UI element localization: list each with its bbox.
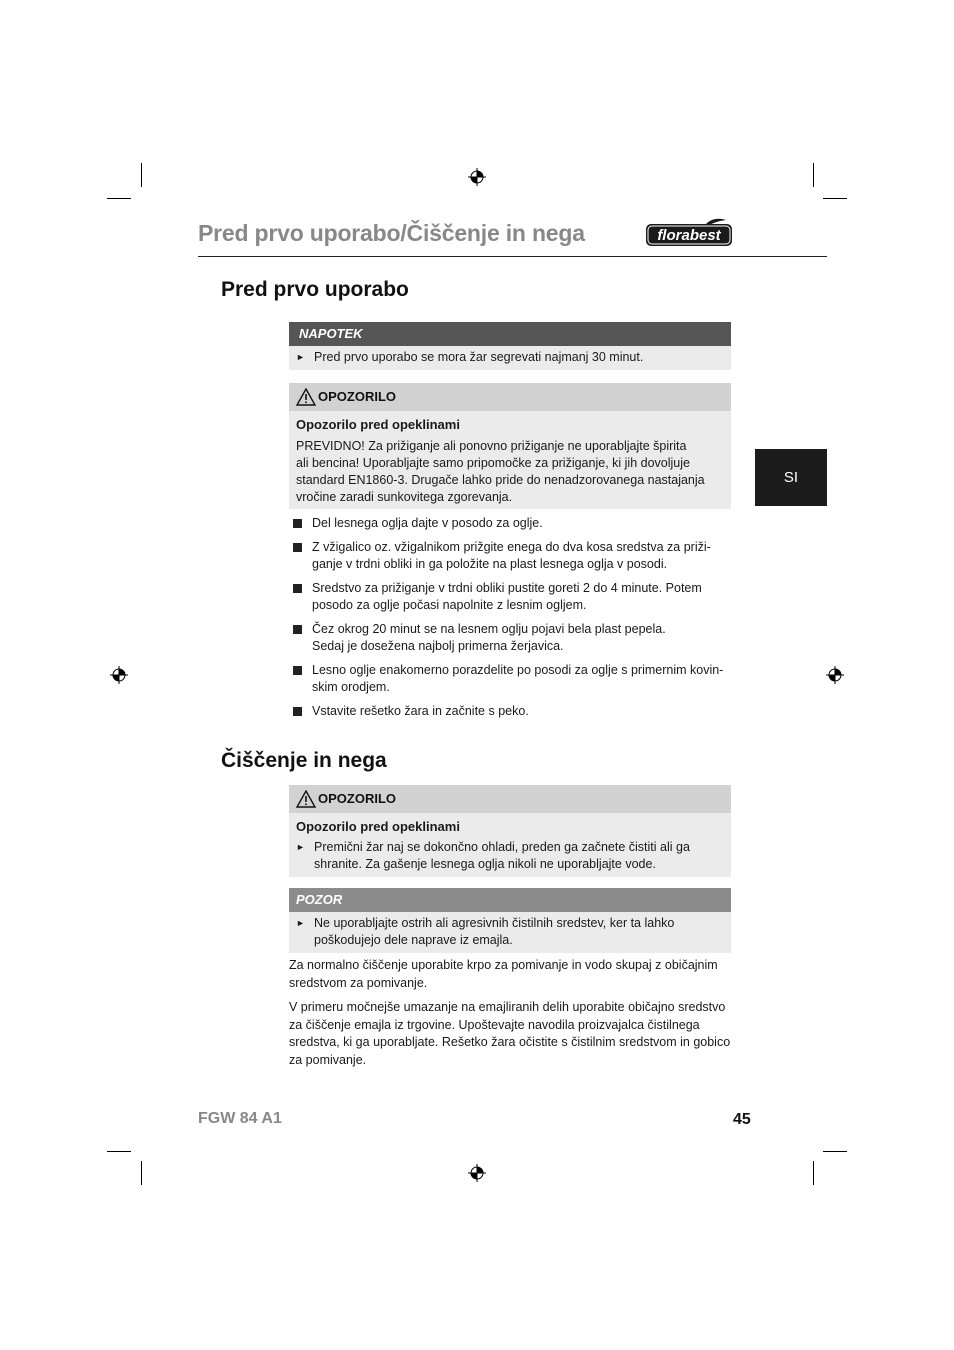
language-tab: SI [755,449,827,506]
text-line: poškodujejo dele naprave iz emajla. [314,933,513,947]
text-line: Del lesnega oglja dajte v posodo za oglje. [312,516,543,530]
list-item [293,580,733,614]
text-line: shranite. Za gašenje lesnega oglja nikoli ne uporabljajte vode. [314,857,656,871]
text-line: PREVIDNO! Za prižiganje ali ponovno prižiganje ne uporabljajte špirita [296,439,687,453]
text-line: Za normalno čiščenje uporabite krpo za pomivanje in vodo skupaj z običajnim [289,958,718,972]
square-bullet-icon [293,519,302,528]
text-line: V primeru močnejše umazanje na emajliranih delih uporabite običajno sredstvo [289,1000,726,1014]
text-line: Lesno oglje enakomerno porazdelite po posodi za oglje s primernim kovin- [312,663,724,677]
section-heading: Pred prvo uporabo [221,278,409,301]
warning-header [289,383,731,411]
note-box [289,322,731,370]
warning-subtitle: Opozorilo pred opeklinami [296,417,460,432]
model-number: FGW 84 A1 [198,1110,282,1127]
crop-mark [823,1151,847,1152]
arrow-right-icon: ► [296,842,305,852]
square-bullet-icon [293,543,302,552]
square-bullet-icon [293,625,302,634]
body-paragraph [289,957,731,992]
warning-label: OPOZORILO [318,791,396,806]
text-line: sredstvom za pomivanje. [289,975,428,990]
text-line: sredstva, ki ga uporabljate. Rešetko žara očistite s čistilnim sredstvom in gobico [289,1035,731,1049]
warning-box [289,383,731,509]
text-line: za pomivanje. [289,1052,367,1067]
crop-mark [107,198,131,199]
text-line: za čiščenje emajla iz trgovine. Upoštevajte navodila proizvajalca čistilnega [289,1017,700,1032]
crop-mark [813,163,814,187]
svg-text:florabest: florabest [657,227,721,244]
square-bullet-icon [293,707,302,716]
text-line: ganje v trdni obliki in ga položite na plast lesnega oglja v posodi. [312,557,668,571]
text-line: skim orodjem. [312,680,390,694]
steps-list [293,515,733,727]
text-line: Sredstvo za prižiganje v trdni obliki pustite goreti 2 do 4 minute. Potem [312,581,702,595]
warning-item [289,834,731,873]
warning-icon [296,388,316,406]
crop-mark [813,1161,814,1185]
list-item [293,621,733,655]
title-rule [198,256,827,257]
crop-mark [823,198,847,199]
body-paragraph [289,999,731,1069]
square-bullet-icon [293,666,302,675]
list-item [293,515,733,532]
note-text: Pred prvo uporabo se mora žar segrevati najmanj 30 minut. [314,350,644,364]
text-line: posodo za oglje počasi napolnite z lesnim ogljem. [312,598,587,612]
list-item [293,539,733,573]
arrow-right-icon: ► [296,918,305,928]
warning-icon [296,790,316,808]
text-line: ali bencina! Uporabljajte samo pripomočke za prižiganje, ki jih dovoljuje [296,456,690,470]
page-number: 45 [733,1111,751,1128]
text-line: Sedaj je dosežena najbolj primerna žerjavica. [312,639,564,653]
registration-mark-icon [468,1164,486,1182]
arrow-right-icon: ► [296,352,305,362]
section-heading: Čiščenje in nega [221,749,387,772]
text-line: Ne uporabljajte ostrih ali agresivnih čistilnih sredstev, ker ta lahko [314,916,675,930]
caution-label: POZOR [289,888,731,912]
text-line: standard EN1860-3. Drugače lahko pride do nenadzorovanega nastajanja [296,473,705,487]
warning-label: OPOZORILO [318,389,396,404]
warning-subtitle: Opozorilo pred opeklinami [296,819,460,834]
crop-mark [107,1151,131,1152]
florabest-logo [646,218,732,246]
square-bullet-icon [293,584,302,593]
caution-box [289,888,731,953]
note-item [289,346,731,366]
text-line: Vstavite rešetko žara in začnite s peko. [312,704,529,718]
caution-item [289,912,731,949]
warning-header [289,785,731,813]
list-item [293,662,733,696]
page-title: Pred prvo uporabo/Čiščenje in nega [198,220,585,246]
registration-mark-icon [110,666,128,684]
text-line: Z vžigalico oz. vžigalnikom prižgite enega do dva kosa sredstva za priži- [312,540,711,554]
warning-text [289,432,731,513]
text-line: Premični žar naj se dokončno ohladi, preden ga začnete čistiti ali ga [314,840,690,854]
crop-mark [141,1161,142,1185]
registration-mark-icon [826,666,844,684]
note-label: NAPOTEK [289,322,731,346]
text-line: Čez okrog 20 minut se na lesnem oglju pojavi bela plast pepela. [312,622,666,636]
crop-mark [141,163,142,187]
warning-box [289,785,731,877]
text-line: vročine zaradi sunkovitega zgorevanja. [296,490,513,504]
registration-mark-icon [468,168,486,186]
list-item [293,703,733,720]
